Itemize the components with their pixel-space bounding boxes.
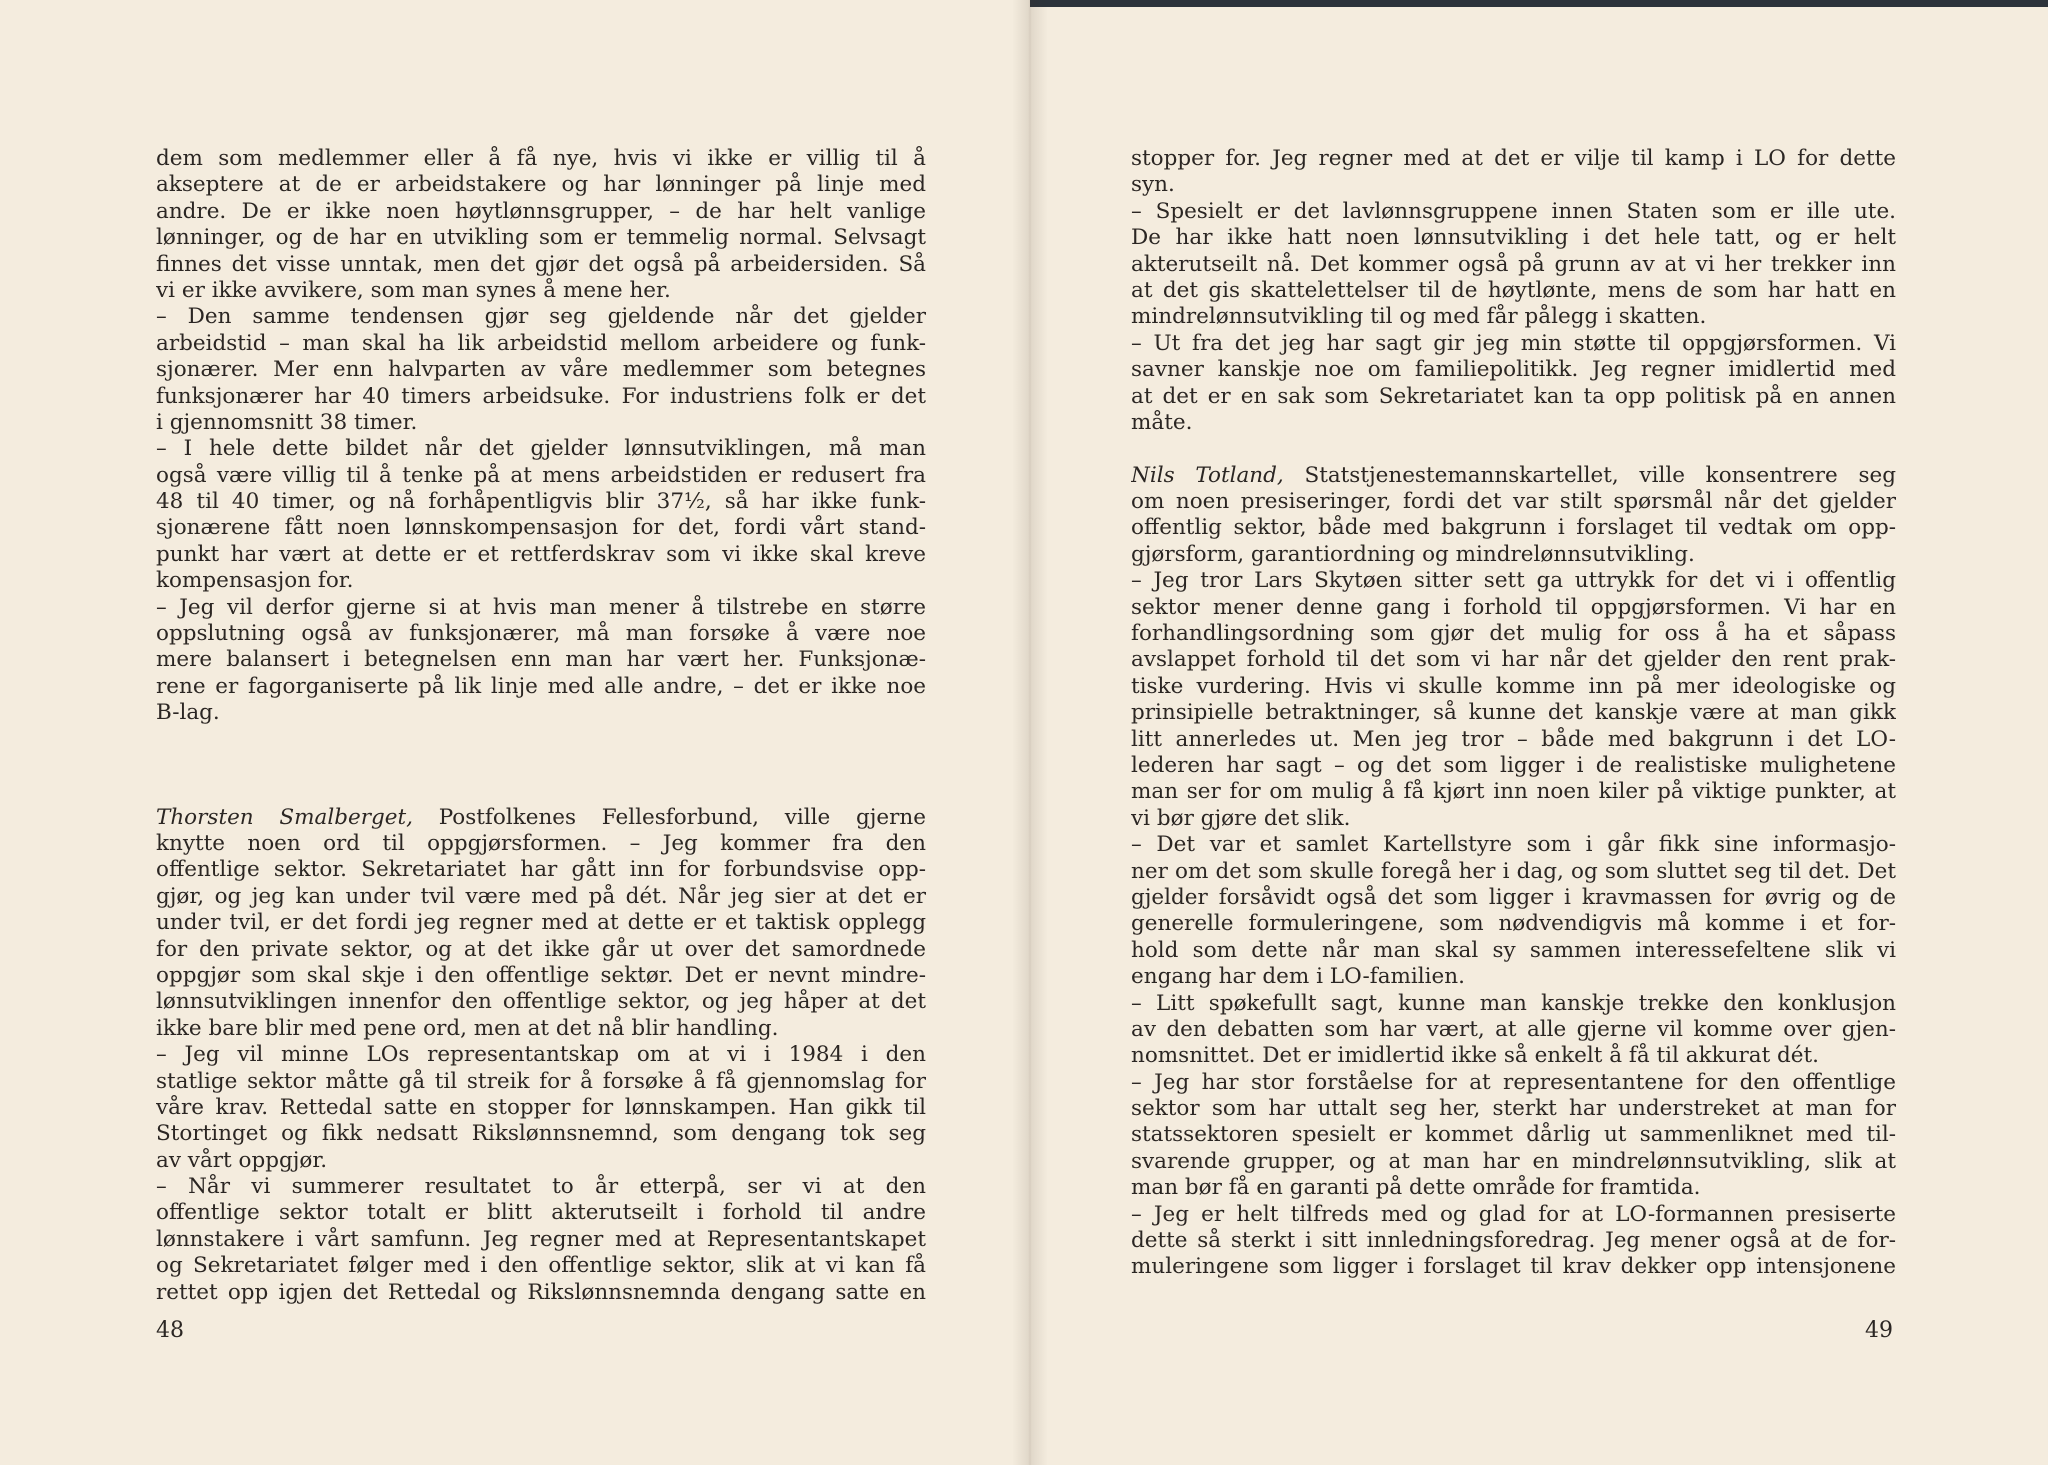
text-line: – Jeg vil minne LOs representantskap om at vi i 1984 i den (156, 1042, 926, 1068)
page-number-right: 49 (1865, 1318, 1893, 1343)
text-line: – Den samme tendensen gjør seg gjeldende når det gjelder (156, 304, 926, 330)
text-line: sektor mener denne gang i forhold til oppgjørsformen. Vi har en (1131, 594, 1896, 620)
text-line: syn. (1131, 172, 1175, 198)
text-line: muleringene som ligger i forslaget til krav dekker opp intensjonene (1131, 1254, 1896, 1280)
speaker-line (1131, 463, 1896, 489)
text-line: hold som dette når man skal sy sammen interessefeltene slik vi (1131, 937, 1896, 963)
speaker-line (156, 805, 926, 831)
section-gap (1131, 436, 1896, 462)
text-line: av vårt oppgjør. (156, 1147, 328, 1173)
text-line: dem som medlemmer eller å få nye, hvis vi ikke er villig til å (156, 146, 926, 171)
text-line: offentlig sektor, både med bakgrunn i forslaget til vedtak om opp- (1131, 515, 1896, 541)
text-line: – Jeg er helt tilfreds med og glad for at LO-formannen presiserte (1131, 1201, 1896, 1227)
text-line: finnes det visse unntak, men det gjør det også på arbeidersiden. Så (156, 251, 926, 277)
text-line: akterutseilt nå. Det kommer også på grunn av at vi her trekker inn (1131, 251, 1896, 277)
text-line: i gjennomsnitt 38 timer. (156, 409, 418, 435)
text-line: svarende grupper, og at man har en mindrelønnsutvikling, slik at (1131, 1148, 1896, 1174)
text-line: knytte noen ord til oppgjørsformen. – Jeg kommer fra den (156, 830, 926, 856)
text-line: – Jeg tror Lars Skytøen sitter sett ga uttrykk for det vi i offentlig (1131, 568, 1896, 594)
speaker-affiliation: Statstjenestemannskartellet, ville konsentrere seg (1283, 462, 1896, 488)
text-line: nomsnittet. Det er imidlertid ikke så enkelt å få til akkurat dét. (1131, 1043, 1819, 1069)
page-top-edge (1030, 0, 2048, 7)
text-line: prinsipielle betraktninger, så kunne det kanskje være at man gikk (1131, 700, 1896, 726)
text-line: dette så sterkt i sitt innledningsforedrag. Jeg mener også at de for- (1131, 1228, 1896, 1254)
right-page (1131, 146, 1896, 1281)
text-line: statlige sektor måtte gå til streik for å forsøke å få gjennomslag for (156, 1068, 926, 1094)
text-line: savner kanskje noe om familiepolitikk. Jeg regner imidlertid med (1131, 357, 1896, 383)
text-line: stopper for. Jeg regner med at det er vilje til kamp i LO for dette (1131, 146, 1896, 171)
text-line: for den private sektor, og at det ikke går ut over det samordnede (156, 936, 926, 962)
text-line: gjørsform, garantiordning og mindrelønnsutvikling. (1131, 541, 1695, 567)
text-line: kompensasjon for. (156, 568, 354, 594)
text-line: – Ut fra det jeg har sagt gir jeg min støtte til oppgjørsformen. Vi (1131, 330, 1896, 356)
text-line: om noen presiseringer, fordi det var stilt spørsmål når det gjelder (1131, 489, 1896, 515)
text-line: og Sekretariatet følger med i den offentlige sektor, slik at vi kan få (156, 1253, 926, 1279)
text-line: generelle formuleringene, som nødvendigvis må komme i et for- (1131, 911, 1896, 937)
text-line: gjelder forsåvidt også det som ligger i kravmassen for øvrig og de (1131, 884, 1896, 910)
text-line: våre krav. Rettedal satte en stopper for lønnskampen. Han gikk til (156, 1094, 926, 1120)
text-line: punkt har vært at dette er et rettferdskrav som vi ikke skal kreve (156, 541, 926, 567)
left-page-lines-after (156, 831, 926, 1306)
text-line: sjonærer. Mer enn halvparten av våre medlemmer som betegnes (156, 357, 926, 383)
text-line: akseptere at de er arbeidstakere og har lønninger på linje med (156, 172, 926, 198)
text-line: arbeidstid – man skal ha lik arbeidstid mellom arbeidere og funk- (156, 330, 926, 356)
text-line: – Litt spøkefullt sagt, kunne man kanskje trekke den konklusjon (1131, 990, 1896, 1016)
text-line: gjør, og jeg kan under tvil være med på dét. Når jeg sier at det er (156, 883, 926, 909)
text-line: funksjonærer har 40 timers arbeidsuke. For industriens folk er det (156, 383, 926, 409)
right-page-lines-after (1131, 489, 1896, 1281)
right-page-lines-before (1131, 146, 1896, 436)
text-line: – Jeg har stor forståelse for at representantene for den offentlige (1131, 1069, 1896, 1095)
text-line: 48 til 40 timer, og nå forhåpentligvis blir 37½, så har ikke funk- (156, 489, 926, 515)
text-line: lønnstakere i vårt samfunn. Jeg regner med at Representantskapet (156, 1226, 926, 1252)
speaker-name: Nils Totland, (1131, 462, 1284, 488)
text-line: man ser for om mulig å få kjørt inn noen kiler på viktige punkter, at (1131, 779, 1896, 805)
text-line: oppgjør som skal skje i den offentlige sektør. Det er nevnt mindre- (156, 962, 926, 988)
text-line: rettet opp igjen det Rettedal og Rikslønnsnemnda dengang satte en (156, 1279, 926, 1305)
text-line: sjonærene fått noen lønnskompensasjon for det, fordi vårt stand- (156, 515, 926, 541)
text-line: rene er fagorganiserte på lik linje med alle andre, – det er ikke noe (156, 673, 926, 699)
text-line: sektor som har uttalt seg her, sterkt har understreket at man for (1131, 1096, 1896, 1122)
left-page-lines-before (156, 146, 926, 727)
text-line: mindrelønnsutvikling til og med får pålegg i skatten. (1131, 304, 1707, 330)
text-line: at det er en sak som Sekretariatet kan ta opp politisk på en annen (1131, 383, 1896, 409)
text-line: engang har dem i LO-familien. (1131, 964, 1465, 990)
text-line: offentlige sektor. Sekretariatet har gått inn for forbundsvise opp- (156, 857, 926, 883)
text-line: B-lag. (156, 700, 220, 726)
text-line: lederen har sagt – og det som ligger i de realistiske mulighetene (1131, 752, 1896, 778)
text-line: av den debatten som har vært, at alle gjerne vil komme over gjen- (1131, 1016, 1896, 1042)
text-line: lønnsutviklingen innenfor den offentlige sektor, og jeg håper at det (156, 989, 926, 1015)
text-line: avslappet forhold til det som vi har når det gjelder den rent prak- (1131, 647, 1896, 673)
text-line: statssektoren spesielt er kommet dårlig ut sammenliknet med til- (1131, 1122, 1896, 1148)
text-line: også være villig til å tenke på at mens arbeidstiden er redusert fra (156, 462, 926, 488)
text-line: vi bør gjøre det slik. (1131, 805, 1351, 831)
left-page (156, 146, 926, 1306)
text-line: – Jeg vil derfor gjerne si at hvis man mener å tilstrebe en større (156, 594, 926, 620)
text-line: lønninger, og de har en utvikling som er temmelig normal. Selvsagt (156, 225, 926, 251)
speaker-affiliation: Postfolkenes Fellesforbund, ville gjerne (412, 804, 926, 830)
text-line: offentlige sektor totalt er blitt akterutseilt i forhold til andre (156, 1200, 926, 1226)
text-line: man bør få en garanti på dette område for framtida. (1131, 1175, 1701, 1201)
text-line: – Spesielt er det lavlønnsgruppene innen Staten som er ille ute. (1131, 198, 1896, 224)
speaker-name: Thorsten Smalberget, (156, 804, 413, 830)
book-gutter (1012, 0, 1048, 1465)
text-line: – Det var et samlet Kartellstyre som i går fikk sine informasjo- (1131, 832, 1896, 858)
text-line: litt annerledes ut. Men jeg tror – både med bakgrunn i det LO- (1131, 726, 1896, 752)
text-line: De har ikke hatt noen lønnsutvikling i det hele tatt, og er helt (1131, 225, 1896, 251)
text-line: oppslutning også av funksjonærer, må man forsøke å være noe (156, 621, 926, 647)
text-line: måte. (1131, 409, 1193, 435)
text-line: ner om det som skulle foregå her i dag, og som sluttet seg til det. Det (1131, 858, 1896, 884)
text-line: Stortinget og fikk nedsatt Rikslønnsnemnd, som dengang tok seg (156, 1121, 926, 1147)
text-line: tiske vurdering. Hvis vi skulle komme inn på mer ideologiske og (1131, 673, 1896, 699)
text-line: at det gis skattelettelser til de høytlønte, mens de som har hatt en (1131, 277, 1896, 303)
text-line: – I hele dette bildet når det gjelder lønnsutviklingen, må man (156, 436, 926, 462)
text-line: andre. De er ikke noen høytlønnsgrupper, – de har helt vanlige (156, 198, 926, 224)
section-gap (156, 727, 926, 805)
text-line: forhandlingsordning som gjør det mulig for oss å ha et såpass (1131, 621, 1896, 647)
text-line: – Når vi summerer resultatet to år etterpå, ser vi at den (156, 1174, 926, 1200)
text-line: mere balansert i betegnelsen enn man har vært her. Funksjonæ- (156, 647, 926, 673)
text-line: ikke bare blir med pene ord, men at det nå blir handling. (156, 1015, 779, 1041)
text-line: under tvil, er det fordi jeg regner med at dette er et taktisk opplegg (156, 910, 926, 936)
text-line: vi er ikke avvikere, som man synes å mene her. (156, 277, 671, 303)
page-number-left: 48 (156, 1318, 184, 1343)
